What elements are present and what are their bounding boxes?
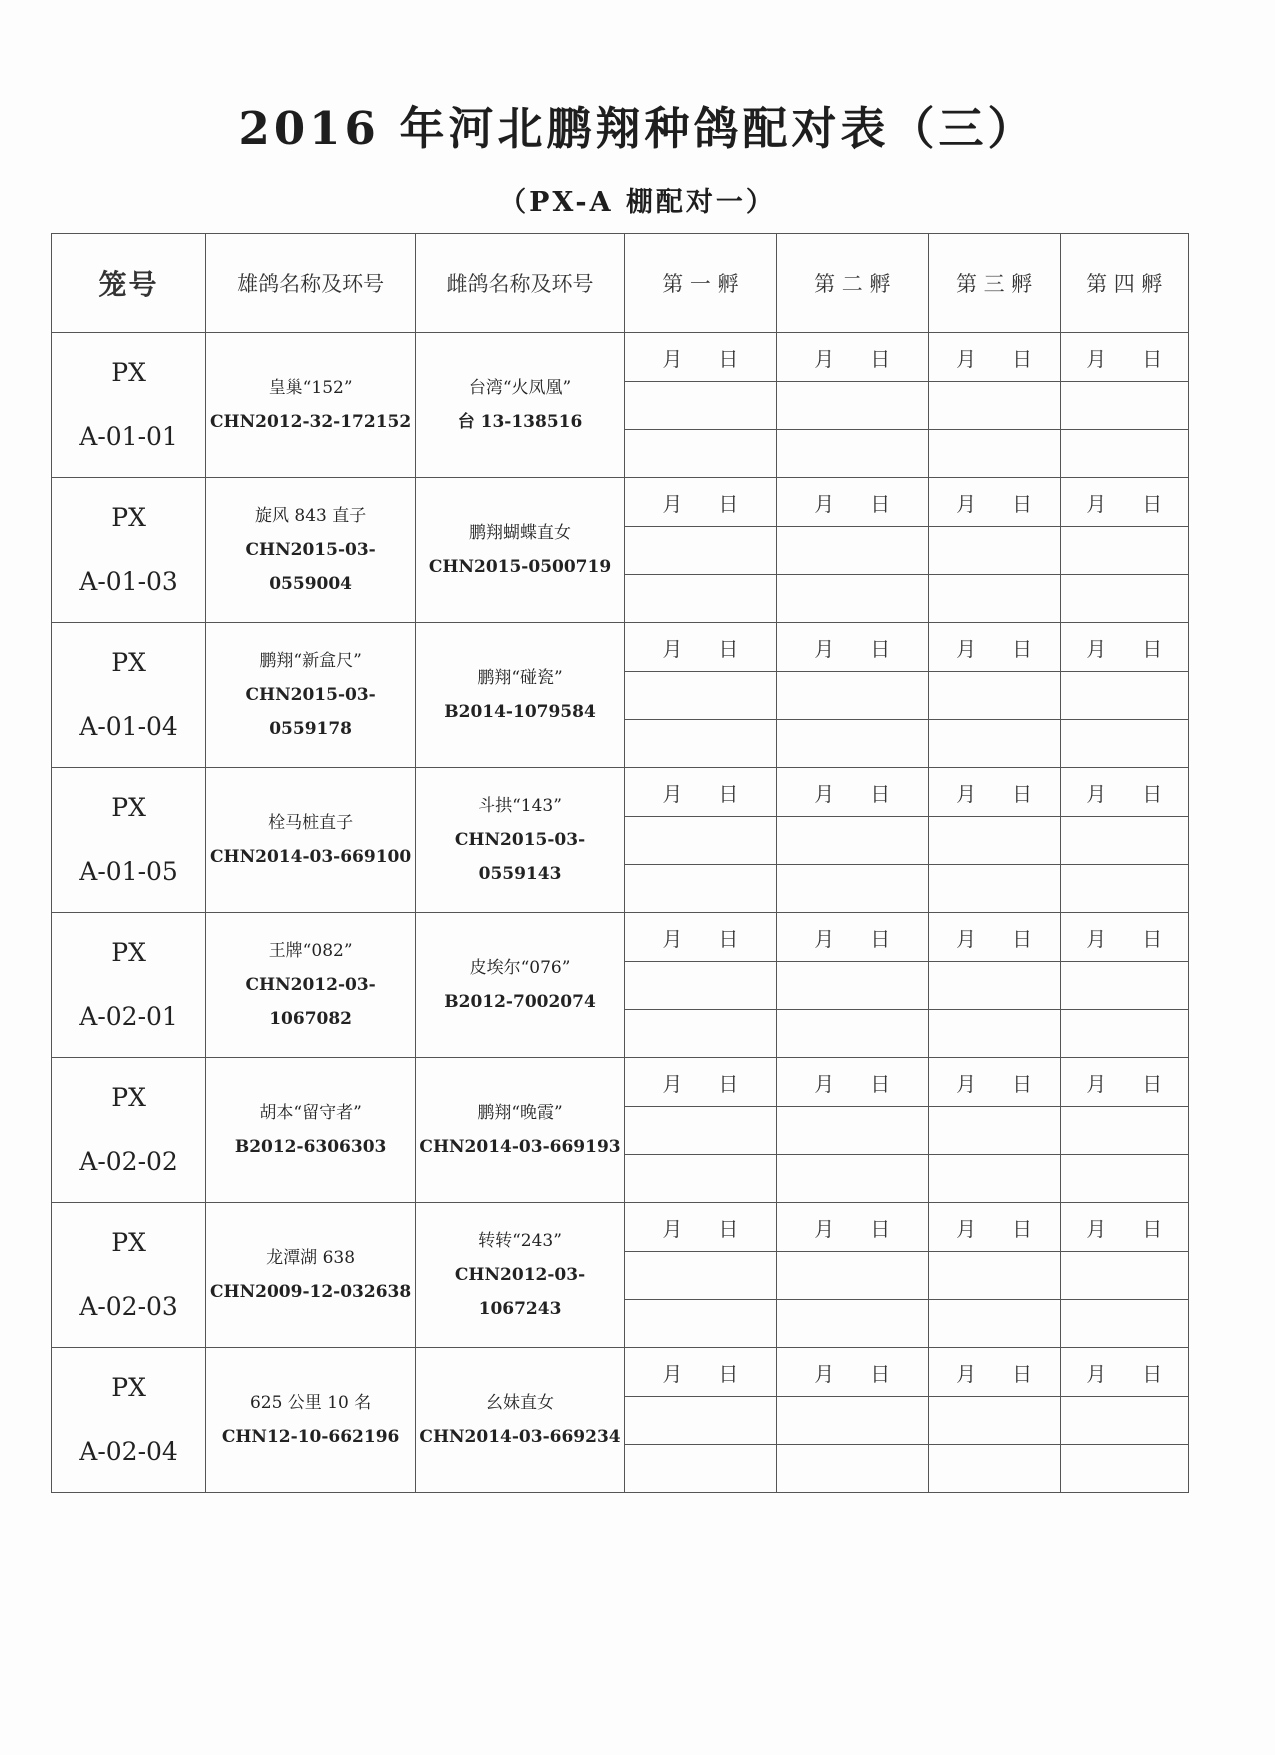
month-label: 月 (814, 1216, 835, 1241)
female-name: 鹏翔“碰瓷” (477, 668, 563, 688)
day-label: 日 (1142, 1216, 1163, 1241)
day-label: 日 (870, 636, 891, 661)
cage-prefix: PX (111, 358, 146, 387)
male-ring: CHN2014-03-669100 (210, 847, 412, 867)
cage-number: A-02-02 (79, 1147, 178, 1176)
female-ring: 台 13-138516 (457, 412, 583, 432)
male-name: 栓马桩直子 (268, 813, 354, 833)
female-ring: CHN2014-03-669193 (419, 1137, 621, 1157)
hatch-4-date-cell[interactable] (1060, 1058, 1188, 1107)
month-label: 月 (662, 491, 683, 516)
hatch-1-date-cell[interactable] (624, 333, 776, 382)
male-name: 旋风 843 直子 (254, 506, 367, 526)
hatch-1-date-cell[interactable] (624, 1348, 776, 1397)
hatch-4-blank-cell[interactable] (1060, 865, 1188, 913)
month-label: 月 (1086, 1071, 1107, 1096)
hatch-4-blank-cell[interactable] (1060, 1300, 1188, 1348)
hatch-4-blank-cell[interactable] (1060, 1155, 1188, 1203)
hatch-4-blank-cell[interactable] (1060, 430, 1188, 478)
month-label: 月 (1086, 926, 1107, 951)
female-bird-cell (416, 913, 625, 1058)
male-name: 鹏翔“新盒尺” (259, 651, 362, 671)
hatch-1-date-cell[interactable] (624, 1058, 776, 1107)
table-row (52, 913, 1189, 962)
cage-number: A-02-03 (79, 1292, 178, 1321)
hatch-2-blank-cell[interactable] (776, 1300, 928, 1348)
month-label: 月 (662, 926, 683, 951)
hatch-3-date-cell[interactable] (928, 623, 1060, 672)
hatch-1-blank-cell[interactable] (624, 865, 776, 913)
hatch-1-blank-cell[interactable] (624, 672, 776, 720)
day-label: 日 (1012, 346, 1033, 371)
female-name: 转转“243” (478, 1231, 562, 1251)
day-label: 日 (870, 781, 891, 806)
hatch-1-blank-cell[interactable] (624, 382, 776, 430)
female-name: 皮埃尔“076” (469, 958, 571, 978)
hatch-2-blank-cell[interactable] (776, 1107, 928, 1155)
hatch-2-blank-cell[interactable] (776, 1445, 928, 1493)
hatch-1-blank-cell[interactable] (624, 527, 776, 575)
cage-number: A-01-04 (79, 712, 178, 741)
hatch-1-date-cell[interactable] (624, 478, 776, 527)
cage-number-cell (52, 1203, 206, 1348)
hatch-2-blank-cell[interactable] (776, 575, 928, 623)
female-bird-cell (416, 478, 625, 623)
hatch-2-date-cell[interactable] (776, 623, 928, 672)
male-ring: CHN2012-32-172152 (210, 412, 412, 432)
hatch-2-date-cell[interactable] (776, 1348, 928, 1397)
hatch-2-date-cell[interactable] (776, 1203, 928, 1252)
hatch-3-blank-cell[interactable] (928, 1252, 1060, 1300)
hatch-2-blank-cell[interactable] (776, 865, 928, 913)
day-label: 日 (1012, 781, 1033, 806)
male-ring: CHN2012-03-1067082 (245, 975, 376, 1029)
day-label: 日 (1142, 636, 1163, 661)
month-label: 月 (956, 346, 977, 371)
female-bird-cell (416, 1348, 625, 1493)
month-label: 月 (956, 636, 977, 661)
hatch-2-blank-cell[interactable] (776, 527, 928, 575)
month-label: 月 (956, 1361, 977, 1386)
cage-number-cell (52, 1058, 206, 1203)
day-label: 日 (718, 636, 739, 661)
female-ring: CHN2015-0500719 (428, 557, 612, 577)
cage-number-cell (52, 623, 206, 768)
cage-prefix: PX (111, 503, 146, 532)
hatch-2-date-cell[interactable] (776, 768, 928, 817)
month-label: 月 (956, 1216, 977, 1241)
male-bird-cell (206, 913, 416, 1058)
hatch-4-blank-cell[interactable] (1060, 1445, 1188, 1493)
female-name: 斗拱“143” (478, 796, 562, 816)
hatch-3-blank-cell[interactable] (928, 1107, 1060, 1155)
day-label: 日 (1012, 1361, 1033, 1386)
male-ring: B2012-6306303 (234, 1137, 387, 1157)
hatch-1-date-cell[interactable] (624, 913, 776, 962)
hatch-1-date-cell[interactable] (624, 623, 776, 672)
female-name: 台湾“火凤凰” (468, 378, 572, 398)
day-label: 日 (718, 1361, 739, 1386)
hatch-4-date-cell[interactable] (1060, 1348, 1188, 1397)
month-label: 月 (814, 1071, 835, 1096)
male-bird-cell (206, 478, 416, 623)
hatch-3-blank-cell[interactable] (928, 575, 1060, 623)
hatch-3-blank-cell[interactable] (928, 1010, 1060, 1058)
hatch-3-date-cell[interactable] (928, 768, 1060, 817)
hatch-4-blank-cell[interactable] (1060, 382, 1188, 430)
table-row (52, 1348, 1189, 1397)
day-label: 日 (718, 926, 739, 951)
hatch-1-blank-cell[interactable] (624, 962, 776, 1010)
hatch-3-date-cell[interactable] (928, 1058, 1060, 1107)
male-ring: CHN2015-03-0559004 (245, 540, 376, 594)
female-name: 鹏翔“晚霞” (477, 1103, 563, 1123)
day-label: 日 (870, 926, 891, 951)
day-label: 日 (870, 1361, 891, 1386)
hatch-2-blank-cell[interactable] (776, 1252, 928, 1300)
hatch-3-blank-cell[interactable] (928, 1445, 1060, 1493)
cage-number-cell (52, 913, 206, 1058)
header-hatch-4: 第 四 孵 (1060, 234, 1188, 333)
day-label: 日 (718, 491, 739, 516)
female-bird-cell (416, 768, 625, 913)
month-label: 月 (956, 491, 977, 516)
hatch-3-blank-cell[interactable] (928, 430, 1060, 478)
day-label: 日 (1012, 491, 1033, 516)
day-label: 日 (870, 491, 891, 516)
header-hatch-1: 第 一 孵 (624, 234, 776, 333)
header-cage: 笼号 (52, 234, 206, 333)
hatch-1-blank-cell[interactable] (624, 1445, 776, 1493)
hatch-1-date-cell[interactable] (624, 1203, 776, 1252)
male-name: 胡本“留守者” (259, 1103, 362, 1123)
hatch-3-date-cell[interactable] (928, 478, 1060, 527)
hatch-1-blank-cell[interactable] (624, 1107, 776, 1155)
table-row (52, 768, 1189, 817)
hatch-1-blank-cell[interactable] (624, 1300, 776, 1348)
table-row (52, 623, 1189, 672)
hatch-4-blank-cell[interactable] (1060, 720, 1188, 768)
hatch-2-date-cell[interactable] (776, 478, 928, 527)
male-name: 王牌“082” (268, 941, 353, 961)
month-label: 月 (814, 781, 835, 806)
cage-number: A-01-01 (79, 422, 178, 451)
hatch-4-blank-cell[interactable] (1060, 817, 1188, 865)
month-label: 月 (662, 1216, 683, 1241)
month-label: 月 (956, 781, 977, 806)
cage-prefix: PX (111, 938, 146, 967)
male-name: 625 公里 10 名 (249, 1393, 372, 1413)
hatch-4-date-cell[interactable] (1060, 478, 1188, 527)
hatch-4-blank-cell[interactable] (1060, 962, 1188, 1010)
hatch-2-blank-cell[interactable] (776, 1397, 928, 1445)
hatch-2-date-cell[interactable] (776, 1058, 928, 1107)
female-ring: CHN2015-03-0559143 (454, 830, 586, 884)
hatch-1-blank-cell[interactable] (624, 1397, 776, 1445)
male-ring: CHN12-10-662196 (221, 1427, 400, 1447)
cage-number-cell (52, 333, 206, 478)
cage-number-cell (52, 478, 206, 623)
hatch-3-blank-cell[interactable] (928, 527, 1060, 575)
day-label: 日 (718, 781, 739, 806)
hatch-4-date-cell[interactable] (1060, 623, 1188, 672)
female-name: 幺妹直女 (486, 1393, 555, 1413)
cage-prefix: PX (111, 648, 146, 677)
cage-prefix: PX (111, 1228, 146, 1257)
header-hatch-3: 第 三 孵 (928, 234, 1060, 333)
hatch-1-blank-cell[interactable] (624, 575, 776, 623)
male-bird-cell (206, 1203, 416, 1348)
month-label: 月 (1086, 1361, 1107, 1386)
male-bird-cell (206, 1058, 416, 1203)
day-label: 日 (1012, 1216, 1033, 1241)
month-label: 月 (1086, 636, 1107, 661)
month-label: 月 (1086, 781, 1107, 806)
day-label: 日 (718, 1071, 739, 1096)
table-row (52, 478, 1189, 527)
month-label: 月 (662, 1071, 683, 1096)
month-label: 月 (814, 346, 835, 371)
hatch-2-blank-cell[interactable] (776, 382, 928, 430)
header-hatch-2: 第 二 孵 (776, 234, 928, 333)
month-label: 月 (814, 636, 835, 661)
female-name: 鹏翔蝴蝶直女 (469, 523, 572, 543)
month-label: 月 (814, 1361, 835, 1386)
hatch-4-blank-cell[interactable] (1060, 1107, 1188, 1155)
month-label: 月 (662, 346, 683, 371)
hatch-4-date-cell[interactable] (1060, 1203, 1188, 1252)
hatch-3-date-cell[interactable] (928, 1203, 1060, 1252)
day-label: 日 (1012, 1071, 1033, 1096)
hatch-1-blank-cell[interactable] (624, 430, 776, 478)
day-label: 日 (1142, 1071, 1163, 1096)
hatch-2-blank-cell[interactable] (776, 430, 928, 478)
cage-number: A-01-05 (79, 857, 178, 886)
male-bird-cell (206, 1348, 416, 1493)
day-label: 日 (718, 346, 739, 371)
pairing-table (51, 233, 1189, 1493)
hatch-3-blank-cell[interactable] (928, 1300, 1060, 1348)
month-label: 月 (956, 1071, 977, 1096)
hatch-3-blank-cell[interactable] (928, 1397, 1060, 1445)
hatch-3-blank-cell[interactable] (928, 672, 1060, 720)
hatch-4-blank-cell[interactable] (1060, 575, 1188, 623)
cage-number-cell (52, 768, 206, 913)
month-label: 月 (1086, 346, 1107, 371)
female-bird-cell (416, 1058, 625, 1203)
day-label: 日 (1142, 926, 1163, 951)
hatch-3-date-cell[interactable] (928, 913, 1060, 962)
hatch-3-blank-cell[interactable] (928, 1155, 1060, 1203)
month-label: 月 (956, 926, 977, 951)
month-label: 月 (814, 926, 835, 951)
table-row (52, 1058, 1189, 1107)
month-label: 月 (662, 636, 683, 661)
hatch-1-blank-cell[interactable] (624, 817, 776, 865)
cage-number: A-01-03 (79, 567, 178, 596)
day-label: 日 (870, 1071, 891, 1096)
male-name: 皇巢“152” (268, 378, 353, 398)
hatch-2-blank-cell[interactable] (776, 817, 928, 865)
day-label: 日 (870, 1216, 891, 1241)
day-label: 日 (1142, 491, 1163, 516)
hatch-4-date-cell[interactable] (1060, 768, 1188, 817)
day-label: 日 (1142, 781, 1163, 806)
hatch-3-blank-cell[interactable] (928, 817, 1060, 865)
male-name: 龙潭湖 638 (266, 1248, 356, 1268)
hatch-1-blank-cell[interactable] (624, 720, 776, 768)
page-subtitle: （PX-A 棚配对一） (499, 187, 776, 218)
female-ring: CHN2012-03-1067243 (454, 1265, 586, 1319)
table-row (52, 333, 1189, 382)
hatch-4-blank-cell[interactable] (1060, 1252, 1188, 1300)
hatch-1-blank-cell[interactable] (624, 1155, 776, 1203)
month-label: 月 (1086, 491, 1107, 516)
female-ring: CHN2014-03-669234 (419, 1427, 621, 1447)
hatch-2-blank-cell[interactable] (776, 720, 928, 768)
hatch-3-blank-cell[interactable] (928, 720, 1060, 768)
hatch-2-blank-cell[interactable] (776, 1155, 928, 1203)
cage-number: A-02-01 (79, 1002, 178, 1031)
hatch-2-blank-cell[interactable] (776, 672, 928, 720)
male-bird-cell (206, 768, 416, 913)
cage-number: A-02-04 (79, 1437, 178, 1466)
hatch-2-date-cell[interactable] (776, 333, 928, 382)
hatch-4-blank-cell[interactable] (1060, 527, 1188, 575)
female-ring: B2012-7002074 (444, 992, 596, 1012)
table-body (52, 333, 1189, 1493)
day-label: 日 (1142, 1361, 1163, 1386)
hatch-4-blank-cell[interactable] (1060, 1397, 1188, 1445)
hatch-3-date-cell[interactable] (928, 1348, 1060, 1397)
day-label: 日 (1012, 926, 1033, 951)
cage-prefix: PX (111, 1373, 146, 1402)
female-bird-cell (416, 1203, 625, 1348)
hatch-3-blank-cell[interactable] (928, 962, 1060, 1010)
hatch-1-blank-cell[interactable] (624, 1010, 776, 1058)
hatch-2-blank-cell[interactable] (776, 962, 928, 1010)
hatch-4-date-cell[interactable] (1060, 913, 1188, 962)
hatch-2-date-cell[interactable] (776, 913, 928, 962)
day-label: 日 (870, 346, 891, 371)
page-title: 2016 年河北鹏翔种鸽配对表（三） (238, 102, 1037, 155)
day-label: 日 (718, 1216, 739, 1241)
hatch-4-blank-cell[interactable] (1060, 1010, 1188, 1058)
hatch-3-blank-cell[interactable] (928, 382, 1060, 430)
month-label: 月 (662, 1361, 683, 1386)
table-row (52, 1203, 1189, 1252)
month-label: 月 (662, 781, 683, 806)
hatch-1-blank-cell[interactable] (624, 1252, 776, 1300)
male-bird-cell (206, 333, 416, 478)
table-header-row (52, 234, 1189, 333)
cage-prefix: PX (111, 793, 146, 822)
female-ring: B2014-1079584 (444, 702, 596, 722)
header-male: 雄鸽名称及环号 (206, 234, 416, 333)
male-ring: CHN2009-12-032638 (210, 1282, 412, 1302)
male-bird-cell (206, 623, 416, 768)
cage-prefix: PX (111, 1083, 146, 1112)
hatch-1-date-cell[interactable] (624, 768, 776, 817)
cage-number-cell (52, 1348, 206, 1493)
day-label: 日 (1012, 636, 1033, 661)
male-ring: CHN2015-03-0559178 (245, 685, 376, 739)
hatch-4-date-cell[interactable] (1060, 333, 1188, 382)
month-label: 月 (814, 491, 835, 516)
female-bird-cell (416, 333, 625, 478)
hatch-3-date-cell[interactable] (928, 333, 1060, 382)
month-label: 月 (1086, 1216, 1107, 1241)
female-bird-cell (416, 623, 625, 768)
hatch-2-blank-cell[interactable] (776, 1010, 928, 1058)
header-female: 雌鸽名称及环号 (416, 234, 625, 333)
hatch-3-blank-cell[interactable] (928, 865, 1060, 913)
day-label: 日 (1142, 346, 1163, 371)
hatch-4-blank-cell[interactable] (1060, 672, 1188, 720)
